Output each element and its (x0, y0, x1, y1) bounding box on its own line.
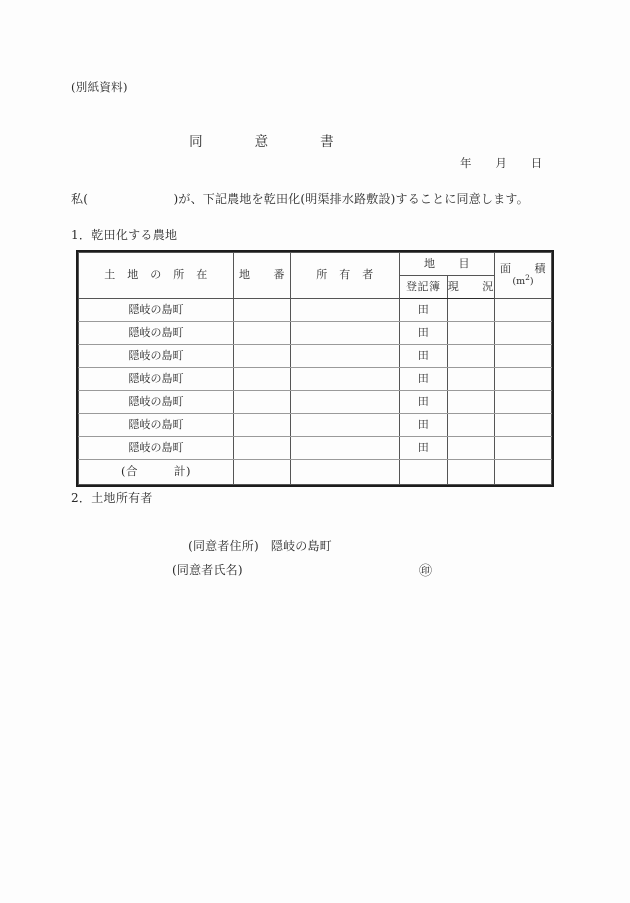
table-row (79, 368, 552, 391)
page-title (170, 114, 334, 166)
attachment-label: (別紙資料) (71, 80, 128, 94)
cell-current-status (447, 299, 495, 322)
cell-location: 隠岐の島町 (79, 345, 234, 368)
cell-registry: 田 (400, 368, 448, 391)
cell-lot-number (234, 322, 291, 345)
column-header-area-unit: $(m^2)$ (512, 273, 534, 288)
consent-statement: 私( )が、下記農地を乾田化(明渠排水路敷設)することに同意します。 (71, 192, 529, 206)
cell-registry: 田 (400, 299, 448, 322)
title-char-3: 書 (320, 134, 335, 150)
column-header-area (495, 253, 552, 299)
cell-owner (291, 322, 400, 345)
cell-current-status (447, 414, 495, 437)
date-line: 年 月 日 (460, 156, 543, 170)
cell-location: 隠岐の島町 (79, 414, 234, 437)
column-header-lot-number: 地 番 (234, 253, 291, 299)
cell-lot-number (234, 368, 291, 391)
cell-area (495, 322, 552, 345)
cell-area (495, 299, 552, 322)
cell-total-lot-number (234, 460, 291, 485)
table-body (79, 299, 552, 485)
cell-total-current-status (447, 460, 495, 485)
column-header-land-category-group: 地 目 (400, 253, 495, 276)
cell-owner (291, 299, 400, 322)
section-heading-farmland: 1．乾田化する農地 (71, 228, 178, 242)
cell-current-status (447, 391, 495, 414)
cell-total-label: (合 計) (79, 460, 234, 485)
seal-stamp-icon: ㊞ (419, 564, 433, 579)
table-header-row-top (79, 253, 552, 276)
cell-owner (291, 437, 400, 460)
consenter-address-label: (同意者住所) (188, 539, 259, 553)
column-header-area-label: 面 積 (500, 261, 546, 275)
cell-current-status (447, 345, 495, 368)
cell-current-status (447, 322, 495, 345)
consenter-address-value: 隠岐の島町 (270, 539, 332, 553)
cell-registry: 田 (400, 391, 448, 414)
cell-total-area (495, 460, 552, 485)
cell-area (495, 437, 552, 460)
cell-area (495, 414, 552, 437)
cell-total-registry (400, 460, 448, 485)
column-header-owner: 所 有 者 (291, 253, 400, 299)
cell-area (495, 345, 552, 368)
table-row (79, 299, 552, 322)
cell-location: 隠岐の島町 (79, 368, 234, 391)
cell-owner (291, 414, 400, 437)
cell-lot-number (234, 345, 291, 368)
table-row (79, 322, 552, 345)
column-header-current-status: 現 況 (447, 276, 495, 299)
cell-total-owner (291, 460, 400, 485)
table-row (79, 437, 552, 460)
section-heading-landowner: 2．土地所有者 (71, 491, 153, 505)
table-row (79, 414, 552, 437)
cell-owner (291, 391, 400, 414)
cell-location: 隠岐の島町 (79, 299, 234, 322)
cell-location: 隠岐の島町 (79, 391, 234, 414)
cell-owner (291, 368, 400, 391)
cell-lot-number (234, 437, 291, 460)
title-char-1: 同 (189, 134, 204, 150)
cell-current-status (447, 437, 495, 460)
table-row (79, 345, 552, 368)
cell-lot-number (234, 414, 291, 437)
farmland-table (78, 252, 552, 485)
cell-area (495, 368, 552, 391)
consenter-name-label: (同意者氏名) (172, 563, 243, 577)
table-row (79, 391, 552, 414)
farmland-table-wrapper (78, 252, 552, 485)
cell-location: 隠岐の島町 (79, 322, 234, 345)
cell-lot-number (234, 299, 291, 322)
cell-registry: 田 (400, 414, 448, 437)
cell-current-status (447, 368, 495, 391)
cell-registry: 田 (400, 345, 448, 368)
cell-area (495, 391, 552, 414)
column-header-registry: 登記簿 (400, 276, 448, 299)
table-total-row (79, 460, 552, 485)
cell-registry: 田 (400, 437, 448, 460)
cell-location: 隠岐の島町 (79, 437, 234, 460)
table-header (79, 253, 552, 299)
column-header-location: 土 地 の 所 在 (79, 253, 234, 299)
cell-owner (291, 345, 400, 368)
cell-registry: 田 (400, 322, 448, 345)
title-char-2: 意 (254, 134, 269, 150)
cell-lot-number (234, 391, 291, 414)
